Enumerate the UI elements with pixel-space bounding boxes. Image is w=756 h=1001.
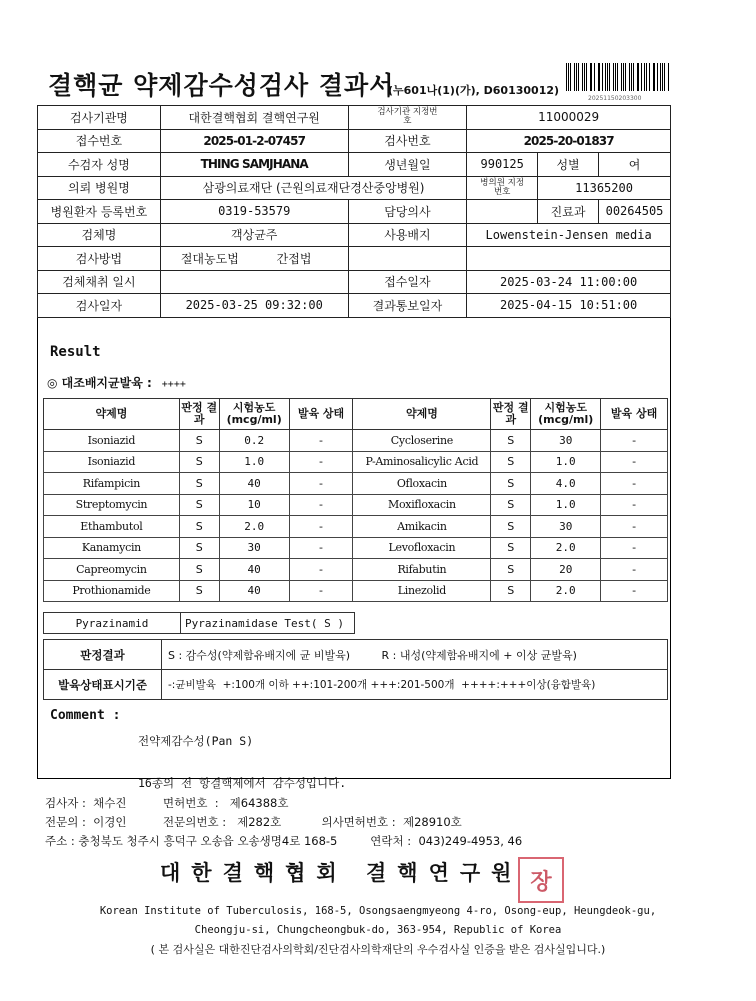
- label-sex: 성별: [538, 153, 599, 177]
- drug-cell-c1: 30: [219, 537, 289, 559]
- barcode-bar: [609, 63, 610, 91]
- label-department: 진료과: [538, 200, 599, 224]
- label-lab-name: 검사기관명: [38, 106, 161, 130]
- drug-cell-d1: Rifampicin: [44, 473, 180, 495]
- value-registration-no: 0319-53579: [160, 200, 348, 224]
- drug-cell-d1: Kanamycin: [44, 537, 180, 559]
- value-lab-id: 11000029: [467, 106, 671, 130]
- drug-cell-g2: -: [601, 473, 668, 495]
- drug-cell-d2: Levofloxacin: [353, 537, 491, 559]
- row-receipt: [38, 129, 671, 153]
- barcode-bar: [598, 63, 599, 91]
- drug-cell-r2: S: [491, 494, 531, 516]
- legend-table: [43, 639, 668, 700]
- drug-cell-r1: S: [179, 516, 219, 538]
- drug-row: [44, 537, 668, 559]
- barcode-bar: [629, 63, 630, 91]
- value-specimen: 객상균주: [160, 223, 348, 247]
- drug-cell-g1: -: [289, 516, 353, 538]
- legend-judgement-label: 판정결과: [44, 640, 162, 670]
- drug-row: [44, 494, 668, 516]
- row-test-date: [38, 294, 671, 318]
- row-method: [38, 247, 671, 271]
- pza-label: Pyrazinamid: [44, 613, 181, 634]
- barcode-bar: [621, 63, 622, 91]
- drug-row: [44, 559, 668, 581]
- barcode-bar: [605, 63, 606, 91]
- legend-judgement-text: S : 감수성(약제함유배지에 균 비발육) R : 내성(약제함유배지에 + 이상 균발육): [162, 640, 668, 670]
- official-seal: 장: [518, 857, 564, 903]
- inspector-line: 검사자 : 채수진 면허번호 : 제64388호: [45, 796, 289, 810]
- drug-cell-c2: 2.0: [531, 580, 601, 602]
- barcode-bar: [668, 63, 669, 91]
- drug-cell-g1: -: [289, 537, 353, 559]
- drug-cell-g1: -: [289, 494, 353, 516]
- drug-cell-g1: -: [289, 580, 353, 602]
- barcode-bar: [578, 63, 579, 91]
- drug-row: [44, 430, 668, 452]
- value-doctor: [467, 200, 538, 224]
- row-specimen: [38, 223, 671, 247]
- row-patient: [38, 153, 671, 177]
- col-growth-2: 발육 상태: [601, 399, 668, 430]
- drug-cell-d2: Linezolid: [353, 580, 491, 602]
- drug-cell-d2: Ofloxacin: [353, 473, 491, 495]
- drug-cell-c1: 40: [219, 473, 289, 495]
- value-hospital: 삼광의료재단 (근원의료재단경산중앙병원): [160, 176, 466, 200]
- value-lab-name: 대한결핵협회 결핵연구원: [160, 106, 348, 130]
- label-test-no: 검사번호: [348, 129, 467, 153]
- drug-cell-g1: -: [289, 451, 353, 473]
- comment-label: Comment :: [50, 708, 121, 723]
- document-title: 결핵균 약제감수성검사 결과서: [48, 71, 395, 100]
- comment-line-1: 전약제감수성(Pan S): [138, 734, 254, 748]
- drug-cell-c2: 2.0: [531, 537, 601, 559]
- drug-cell-r1: S: [179, 494, 219, 516]
- value-patient-name: THING SAMJHANA: [160, 153, 348, 177]
- col-concentration-2: 시험농도 (mcg/ml): [531, 399, 601, 430]
- method-absolute: 절대농도법: [180, 251, 239, 266]
- drug-cell-c2: 4.0: [531, 473, 601, 495]
- drug-susceptibility-table: [43, 398, 668, 602]
- row-collection: [38, 270, 671, 294]
- drug-row: [44, 473, 668, 495]
- label-lab-id: 검사기관 지정번호: [348, 106, 467, 130]
- drug-cell-c2: 1.0: [531, 451, 601, 473]
- comment-text: [138, 706, 346, 804]
- barcode-bar: [662, 63, 663, 91]
- label-hospital: 의뢰 병원명: [38, 176, 161, 200]
- drug-table-header: [44, 399, 668, 430]
- drug-cell-r1: S: [179, 537, 219, 559]
- col-drug-name-2: 약제명: [353, 399, 491, 430]
- drug-cell-d2: Moxifloxacin: [353, 494, 491, 516]
- label-doctor: 담당의사: [348, 200, 467, 224]
- form-code: (누601나(1)(가), D60130012): [388, 84, 560, 97]
- value-birthdate: 990125: [467, 153, 538, 177]
- control-growth: [47, 374, 186, 391]
- value-department: 00264505: [599, 200, 671, 224]
- drug-cell-g2: -: [601, 516, 668, 538]
- control-growth-value: ++++: [161, 379, 186, 390]
- drug-cell-c1: 40: [219, 559, 289, 581]
- drug-cell-d1: Prothionamide: [44, 580, 180, 602]
- drug-cell-d1: Capreomycin: [44, 559, 180, 581]
- drug-cell-g2: -: [601, 430, 668, 452]
- legend-growth: [44, 670, 668, 700]
- drug-cell-r1: S: [179, 580, 219, 602]
- drug-cell-g1: -: [289, 430, 353, 452]
- certification-note: ( 본 검사실은 대한진단검사의학회/진단검사의학재단의 우수검사실 인증을 받은 검사실입니다.): [150, 943, 606, 956]
- label-birthdate: 생년월일: [348, 153, 467, 177]
- label-patient-name: 수검자 성명: [38, 153, 161, 177]
- legend-judgement: [44, 640, 668, 670]
- drug-cell-d2: Amikacin: [353, 516, 491, 538]
- row-registration: [38, 200, 671, 224]
- drug-cell-c1: 10: [219, 494, 289, 516]
- drug-cell-g2: -: [601, 537, 668, 559]
- label-medium: 사용배지: [348, 223, 467, 247]
- row-lab-name: [38, 106, 671, 130]
- drug-cell-c2: 1.0: [531, 494, 601, 516]
- header-info-table: [37, 105, 671, 318]
- drug-cell-g2: -: [601, 580, 668, 602]
- drug-cell-d1: Isoniazid: [44, 451, 180, 473]
- barcode-bar: [582, 63, 583, 91]
- drug-cell-d1: Ethambutol: [44, 516, 180, 538]
- barcode-bar: [591, 63, 592, 91]
- drug-cell-g1: -: [289, 473, 353, 495]
- drug-cell-r1: S: [179, 559, 219, 581]
- drug-cell-d2: Cycloserine: [353, 430, 491, 452]
- legend-growth-text: -:균비발육 +:100개 이하 ++:101-200개 +++:201-500개 ++++:+++이상(융합발육): [162, 670, 668, 700]
- drug-row: [44, 580, 668, 602]
- english-address-2: Cheongju-si, Chungcheongbuk-do, 363-954, Republic of Korea: [194, 924, 562, 936]
- drug-table-body: [44, 430, 668, 602]
- legend-growth-label: 발육상태표시기준: [44, 670, 162, 700]
- label-registration-no: 병원환자 등록번호: [38, 200, 161, 224]
- barcode-number: 20251150203300: [588, 95, 642, 102]
- drug-cell-g2: -: [601, 559, 668, 581]
- value-receipt-no: 2025-01-2-07457: [160, 129, 348, 153]
- drug-cell-g2: -: [601, 494, 668, 516]
- drug-cell-r2: S: [491, 430, 531, 452]
- barcode: [566, 63, 670, 97]
- barcode-bar: [574, 63, 575, 91]
- drug-cell-c1: 0.2: [219, 430, 289, 452]
- drug-cell-r2: S: [491, 580, 531, 602]
- barcode-bar: [644, 63, 645, 91]
- specialist-line: 전문의 : 이경인 전문의번호 : 제282호 의사면허번호 : 제28910호: [45, 815, 462, 829]
- barcode-bar: [617, 63, 618, 91]
- organization-name: 대한결핵협회 결핵연구원: [160, 860, 523, 885]
- drug-cell-r2: S: [491, 537, 531, 559]
- drug-cell-d1: Isoniazid: [44, 430, 180, 452]
- drug-cell-r2: S: [491, 451, 531, 473]
- barcode-bar: [637, 63, 638, 91]
- barcode-bar: [566, 63, 567, 91]
- drug-cell-r2: S: [491, 516, 531, 538]
- drug-cell-r1: S: [179, 473, 219, 495]
- drug-row: [44, 516, 668, 538]
- comment-line-2: 16종의 전 항결핵제에서 감수성입니다.: [138, 776, 347, 790]
- control-growth-label: ◎ 대조배지균발육 :: [47, 376, 152, 390]
- value-collection-date: [160, 270, 348, 294]
- pza-value: Pyrazinamidase Test( S ): [181, 613, 355, 634]
- drug-cell-d2: P-Aminosalicylic Acid: [353, 451, 491, 473]
- col-growth-1: 발육 상태: [289, 399, 353, 430]
- label-collection-date: 검체채취 일시: [38, 270, 161, 294]
- drug-cell-g1: -: [289, 559, 353, 581]
- drug-cell-g2: -: [601, 451, 668, 473]
- value-test-no: 2025-20-01837: [467, 129, 671, 153]
- drug-cell-c2: 30: [531, 516, 601, 538]
- col-drug-name-1: 약제명: [44, 399, 180, 430]
- value-method-extra: [467, 247, 671, 271]
- barcode-bar: [654, 63, 655, 91]
- label-method: 검사방법: [38, 247, 161, 271]
- value-medium: Lowenstein-Jensen media: [467, 223, 671, 247]
- value-sex: 여: [599, 153, 671, 177]
- label-method-extra: [348, 247, 467, 271]
- english-address-1: Korean Institute of Tuberculosis, 168-5, Osongsaengmyeong 4-ro, Osong-eup, Heungdeok-gu,: [99, 905, 657, 917]
- drug-cell-c1: 40: [219, 580, 289, 602]
- drug-cell-c2: 20: [531, 559, 601, 581]
- col-concentration-1: 시험농도 (mcg/ml): [219, 399, 289, 430]
- row-hospital: [38, 176, 671, 200]
- drug-cell-d2: Rifabutin: [353, 559, 491, 581]
- drug-cell-r2: S: [491, 559, 531, 581]
- value-test-date: 2025-03-25 09:32:00: [160, 294, 348, 318]
- label-specimen: 검체명: [38, 223, 161, 247]
- label-hospital-id: 병의원 지정번호: [467, 176, 538, 200]
- result-heading: Result: [50, 344, 101, 360]
- drug-cell-r1: S: [179, 451, 219, 473]
- col-result-2: 판정 결과: [491, 399, 531, 430]
- label-receipt-no: 접수번호: [38, 129, 161, 153]
- label-report-date: 결과통보일자: [348, 294, 467, 318]
- col-result-1: 판정 결과: [179, 399, 219, 430]
- drug-cell-r2: S: [491, 473, 531, 495]
- value-receipt-date: 2025-03-24 11:00:00: [467, 270, 671, 294]
- pyrazinamide-row: [43, 612, 355, 634]
- value-report-date: 2025-04-15 10:51:00: [467, 294, 671, 318]
- method-indirect: 간접법: [276, 251, 312, 266]
- drug-cell-d1: Streptomycin: [44, 494, 180, 516]
- value-method: [160, 247, 348, 271]
- drug-cell-c1: 1.0: [219, 451, 289, 473]
- drug-cell-r1: S: [179, 430, 219, 452]
- drug-row: [44, 451, 668, 473]
- address-line: 주소 : 충청북도 청주시 흥덕구 오송읍 오송생명4로 168-5 연락처 : 043)249-4953, 46: [45, 834, 523, 848]
- label-receipt-date: 접수일자: [348, 270, 467, 294]
- label-test-date: 검사일자: [38, 294, 161, 318]
- drug-cell-c1: 2.0: [219, 516, 289, 538]
- drug-cell-c2: 30: [531, 430, 601, 452]
- barcode-bar: [646, 63, 647, 91]
- value-hospital-id: 11365200: [538, 176, 671, 200]
